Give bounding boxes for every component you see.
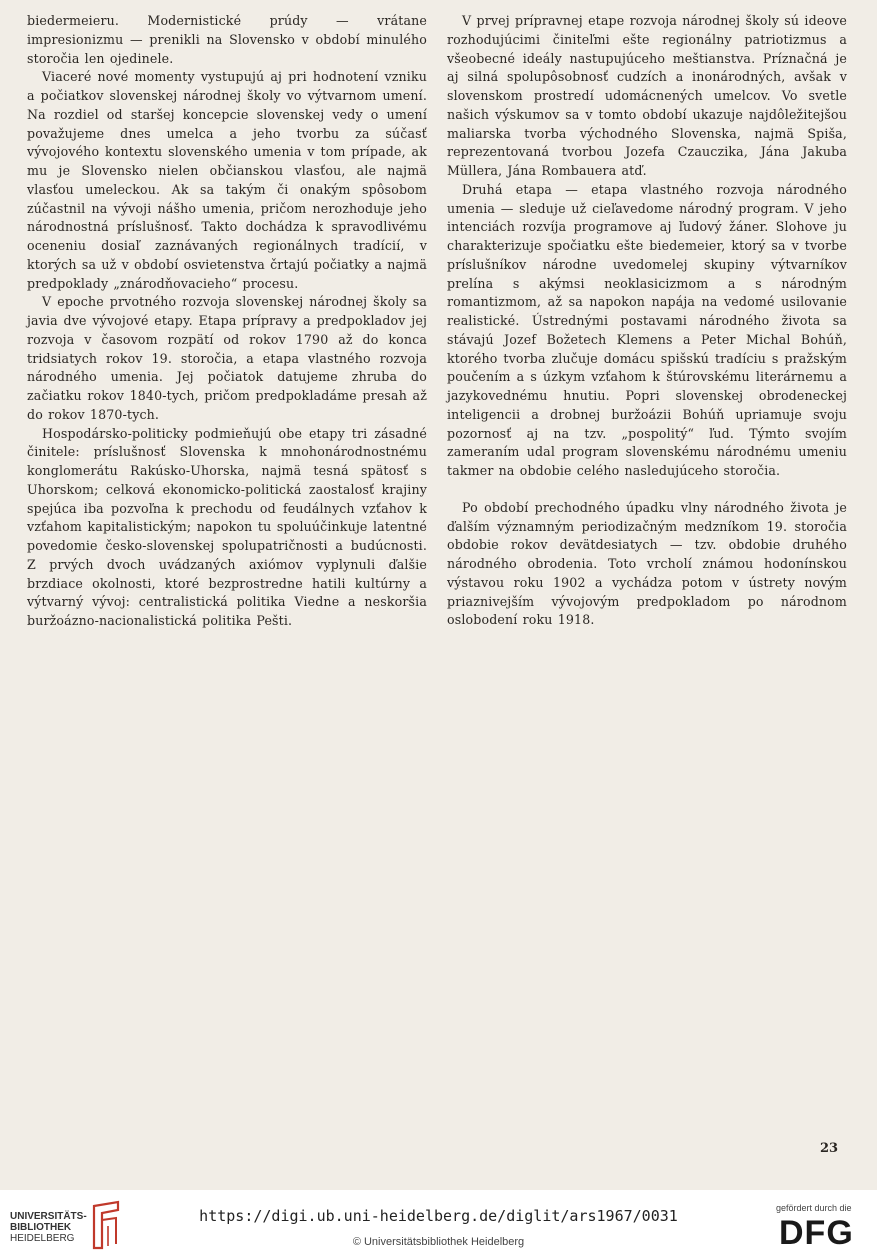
library-line-3: HEIDELBERG [10, 1233, 75, 1244]
right-paragraph-3: Po období prechodného úpadku vlny národného života je ďalším významným periodizačným medzníkom 19. storočia obdobie rokov devätdesiatych — tzv. obdobie druhého národného obrodenia. Toto vrcholí známou hodonínskou výstavou roku 1902 a vychádza potom v ústrety novým priaznivejším vývojovým predpokladom po národnom oslobodení roku 1918. [447, 499, 847, 628]
right-paragraph-1: V prvej prípravnej etape rozvoja národnej školy sú ideove rozhodujúcimi činiteľmi ešte regionálny patriotizmus a všeobecné ideály nastupujúceho meštianstva. Príznačná je aj silná spolupôsobnosť cudzích a inonárodných, avšak v slovenskom prostredí udomácnených umelcov. Vo svetle našich výskumov sa v tomto období ukazuje najdôležitejšou maliarska tvorba východného Slovenska, najmä Spiša, reprezentovaná tvorbou Jozefa Czauczika, Jána Jakuba Müllera, Jána Rombauera atď. [447, 13, 847, 178]
left-paragraph-4: Hospodársko-politicky podmieňujú obe etapy tri zásadné činitele: príslušnosť Slovenska k mnohonárodnostnému konglomerátu Rakúsko-Uhorska, najmä tesná spätosť s Uhorskom; celková ekonomicko-politická zaostalosť krajiny spejúca iba pozvoľna k prechodu od feudálnych vzťahov k vzťahom kapitalistickým; napokon tu spoluúčinkuje latentné povedomie česko-slovenskej spolupatričnosti a budúcnosti. Z prvých dvoch uvádzaných axiómov vyplynuli ďalšie brzdiace okolnosti, ktoré bezprostredne hatili kultúrny a výtvarný vývoj: centralistická politika Viedne a neskoršia buržoázno-nacionalistická politika Pešti. [27, 425, 427, 628]
library-line-2: BIBLIOTHEK [10, 1222, 72, 1233]
left-column [27, 12, 427, 631]
page-number: 23 [820, 1141, 839, 1156]
dfg-logo: DFG [779, 1214, 854, 1252]
left-paragraph-3: V epoche prvotného rozvoja slovenskej národnej školy sa javia dve vývojové etapy. Etapa prípravy a predpokladov jej rozvoja v časovom rozpätí od rokov 1790 až do konca tridsiatych rokov 19. storočia, a etapa vlastného rozvoja národného umenia. Jej počiatok datujeme zhruba do začiatku rokov 1840-tych, pričom predpokladáme presah až do rokov 1870-tych. [27, 294, 427, 422]
funder-label: gefördert durch die [776, 1203, 852, 1213]
right-paragraph-2: Druhá etapa — etapa vlastného rozvoja národného umenia — sleduje už cieľavedome národný program. V jeho intenciách rozvíja programove aj ľudový žáner. Slohove ju charakterizuje spočiatku ešte biedemeier, ktorý sa v tvorbe príslušníkov národne uvedomelej skupiny výtvarníkov prelína s akýmsi neoklasicizmom a s národným romantizmom, až sa napokon napája na vedomé usilovanie realistické. Ústrednými postavami národného života sa stávajú Jozef Božetech Klemens a Peter Michal Bohúň, ktorého tvorba zlučuje domácu spišskú tradíciu s pražským poučením a s úzkym vzťahom k štúrovskému literárnemu a jazykovednému hnutiu. Popri slovenskej obrodeneckej inteligencii a drobnej buržoázii Bohúň upriamuje svoju pozornosť aj na tzv. „pospolitý“ ľud. Týmto svojím zameraním udal program slovenskému národnému umeniu takmer na obdobie celého nasledujúceho storočia. [447, 181, 847, 478]
right-column [447, 12, 847, 630]
left-paragraph-2: Viaceré nové momenty vystupujú aj pri hodnotení vzniku a počiatkov slovenskej národnej školy vo výtvarnom umení. Na rozdiel od staršej koncepcie slovenskej vedy o umení považujeme dnes umelca a jeho tvorbu za súčasť vývojového kontextu slovenského umenia v tom prípade, ak mu je Slovensko nielen občianskou vlasťou, ale najmä vlasťou umeleckou. Ak sa takým či onakým spôsobom zúčastnil na vývoji nášho umenia, pričom nerozhoduje jeho národnostná príslušnosť. Takto dochádza k spravodlivému oceneniu dosiaľ zaznávaných regionálnych tradícií, v ktorých sa už v období osvietenstva črtajú počiatky a najmä predpoklady „znárodňovacieho“ procesu. [27, 69, 427, 291]
library-line-1: UNIVERSITÄTS- [10, 1211, 87, 1222]
paragraph-gap [447, 481, 847, 499]
copyright-notice: © Universitätsbibliothek Heidelberg [352, 1236, 525, 1248]
left-paragraph-1: biedermeieru. Modernistické prúdy — vrátane impresionizmu — prenikli na Slovensko v období minulého storočia len ojedinele. [27, 13, 427, 66]
permalink-url[interactable]: https://digi.ub.uni-heidelberg.de/diglit/ars1967/0031 [199, 1207, 678, 1225]
